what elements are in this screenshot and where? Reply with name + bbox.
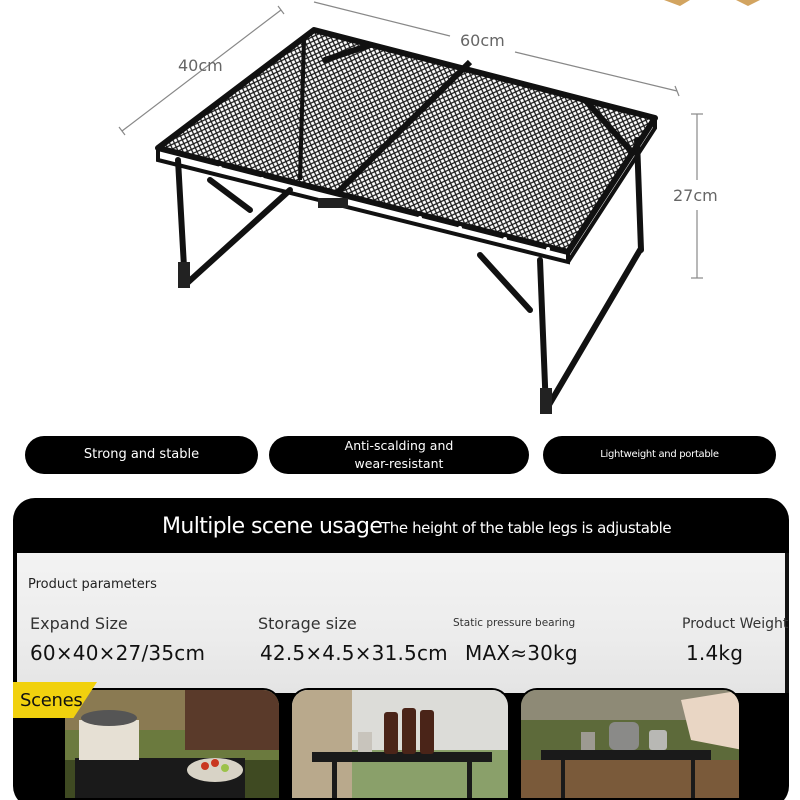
scene-image-kettle	[519, 688, 741, 800]
scene-image-bottles	[290, 688, 510, 800]
feature-label: Lightweight and portable	[600, 449, 719, 460]
feature-label-line2: wear-resistant	[354, 456, 444, 471]
camping-stove-scene-icon	[65, 690, 281, 800]
outdoor-kettle-scene-icon	[521, 690, 741, 800]
panel-subtitle: The height of the table legs is adjustable	[381, 519, 672, 537]
panel-title: Multiple scene usage	[162, 514, 383, 539]
scenes-label: Scenes	[20, 690, 83, 711]
param-label-static-pressure: Static pressure bearing	[453, 617, 576, 629]
scene-image-stove	[63, 688, 281, 800]
param-label-storage-size: Storage size	[258, 614, 357, 633]
height-dimension-label: 27cm	[673, 186, 718, 205]
param-label-product-weight: Product Weight	[682, 616, 789, 632]
param-value-static-pressure: MAX≈30kg	[465, 641, 578, 665]
feature-pill-strong	[25, 436, 258, 474]
parameters-card	[17, 553, 785, 693]
feature-pill-anti-scalding	[269, 436, 529, 474]
feature-pill-lightweight	[543, 436, 776, 474]
depth-dimension-label: 40cm	[178, 56, 223, 75]
param-value-storage-size: 42.5×4.5×31.5cm	[260, 641, 448, 665]
param-value-expand-size: 60×40×27/35cm	[30, 641, 206, 665]
bottles-on-table-scene-icon	[292, 690, 510, 800]
param-value-product-weight: 1.4kg	[686, 641, 744, 665]
parameters-heading: Product parameters	[28, 577, 157, 592]
param-label-expand-size: Expand Size	[30, 614, 128, 633]
feature-label-line1: Anti-scalding and	[344, 438, 454, 453]
width-dimension-label: 60cm	[460, 31, 505, 50]
feature-label: Strong and stable	[83, 447, 200, 462]
